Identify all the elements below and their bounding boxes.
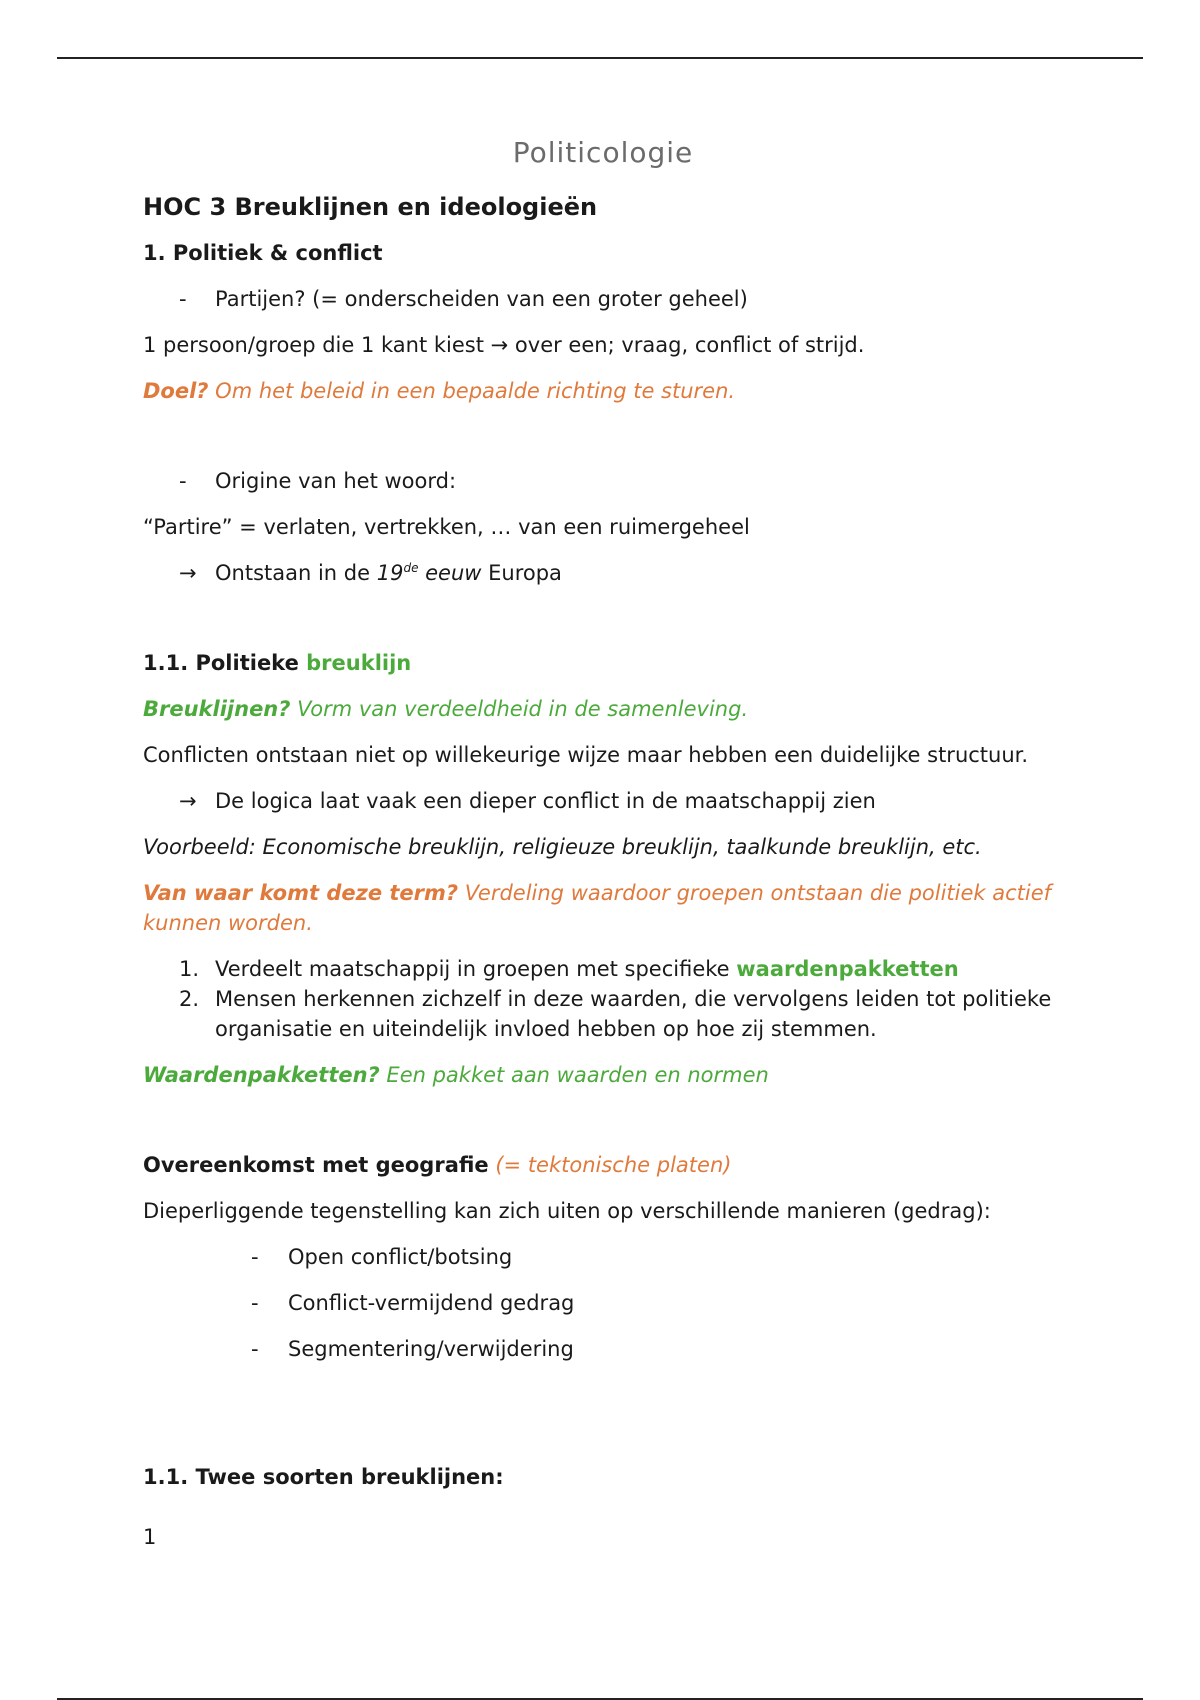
section-twee-title: 1.1. Twee soorten breuklijnen: [143, 1465, 504, 1489]
voorbeeld-line: Voorbeeld: Economische breuklijn, religieuze breuklijn, taalkunde breuklijn, etc. [143, 835, 982, 859]
line-partire: “Partire” = verlaten, vertrekken, … van een ruimergeheel [143, 515, 750, 539]
page-number: 1 [143, 1525, 157, 1549]
numbered-list [143, 954, 1063, 1044]
list-item: - Open conflict/botsing [143, 1242, 1063, 1272]
dash-bullet: - [251, 1337, 259, 1361]
term-paragraph: Van waar komt deze term? Verdeling waardoor groepen ontstaan die politiek actief kunnen worden. [143, 881, 1052, 935]
arrow-logica: → De logica laat vaak een dieper conflict in de maatschappij zien [143, 786, 1063, 816]
section-1-1-title: 1.1. Politieke breuklijn [143, 651, 412, 675]
line-persoon: 1 persoon/groep die 1 kant kiest → over een; vraag, conflict of strijd. [143, 333, 865, 357]
document-page [143, 138, 1063, 1552]
breuklijnen-definition: Breuklijnen? Vorm van verdeeldheid in de samenleving. [143, 697, 749, 721]
section-1-title: 1. Politiek & conflict [143, 241, 383, 265]
top-rule [57, 57, 1143, 59]
waardenpakketten-definition: Waardenpakketten? Een pakket aan waarden en normen [143, 1063, 769, 1087]
arrow-ontstaan: → Ontstaan in de 19de eeuw Europa [143, 558, 1063, 588]
conflicten-paragraph: Conflicten ontstaan niet op willekeurige wijze maar hebben een duidelijke structuur. [143, 743, 1029, 767]
list-item: 1. Verdeelt maatschappij in groepen met specifieke waardenpakketten [179, 957, 959, 981]
arrow-icon: → [179, 789, 197, 813]
arrow-icon: → [179, 561, 197, 585]
list-item: 2. Mensen herkennen zichzelf in deze waarden, die vervolgens leiden tot politieke organisatie en uiteindelijk invloed hebben op hoe zij stemmen. [179, 987, 1052, 1041]
list-item: - Conflict-vermijdend gedrag [143, 1288, 1063, 1318]
overeenkomst-heading: Overeenkomst met geografie (= tektonische platen) [143, 1153, 732, 1177]
dash-bullet: - [179, 469, 187, 493]
dash-bullet: - [251, 1245, 259, 1269]
dash-bullet: - [251, 1291, 259, 1315]
subject-title: Politicologie [512, 136, 694, 169]
bullet-origine: - Origine van het woord: [143, 466, 1063, 496]
overeenkomst-intro: Dieperliggende tegenstelling kan zich uiten op verschillende manieren (gedrag): [143, 1199, 991, 1223]
doel-line: Doel? Om het beleid in een bepaalde richting te sturen. [143, 379, 736, 403]
list-item: - Segmentering/verwijdering [143, 1334, 1063, 1364]
dash-bullet: - [179, 287, 187, 311]
bullet-partijen: - Partijen? (= onderscheiden van een groter geheel) [143, 284, 1063, 314]
chapter-heading: HOC 3 Breuklijnen en ideologieën [143, 193, 598, 221]
